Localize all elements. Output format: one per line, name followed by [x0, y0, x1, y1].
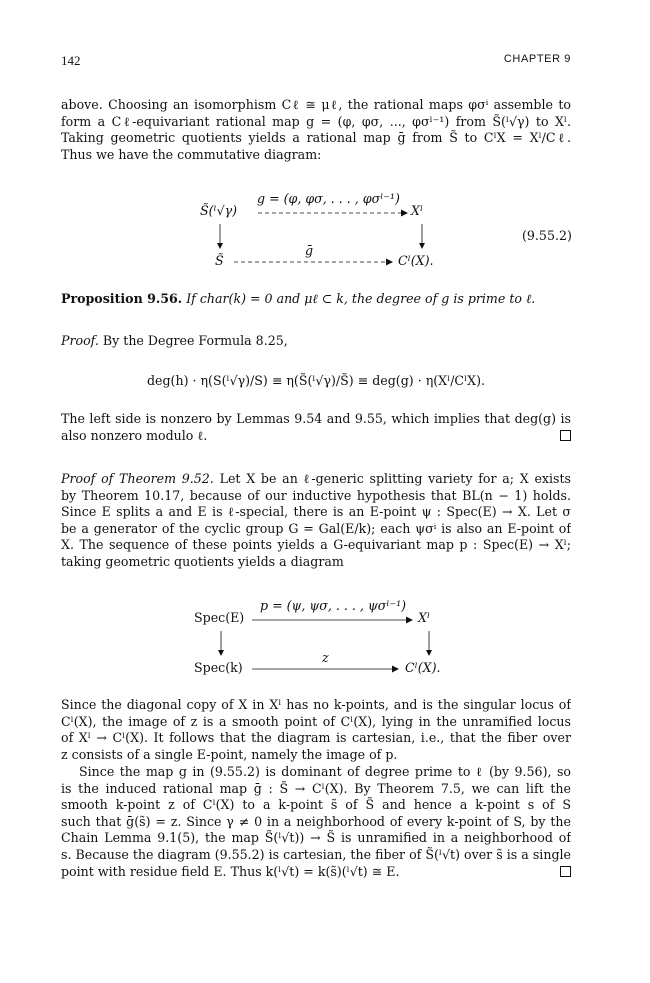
book-page — [61, 0, 571, 983]
paragraph-lift — [61, 764, 571, 880]
proof-text: By the Degree Formula 8.25, — [102, 333, 288, 348]
text-line-content: point with residue field E. Thus k(ˡ√t) = k(s̃)(ˡ√t) ≅ E. — [61, 863, 400, 879]
qed-box — [560, 866, 571, 877]
diagram-1-bottom-right: Cˡ(X). — [398, 253, 434, 268]
proof-conclusion — [61, 411, 571, 444]
text-line: Taking geometric quotients yields a rational map ḡ from S̃ to CˡX = Xˡ/Cℓ. — [61, 130, 571, 146]
diagram-2-top-right: Xˡ — [418, 610, 431, 625]
text-line — [61, 428, 571, 445]
text-line: be a generator of the cyclic group G = Gal(E/k); each ψσⁱ is also an E-point of — [61, 520, 571, 536]
diagram-1-top-label: g = (φ, φσ, . . . , φσˡ⁻¹) — [257, 191, 400, 206]
text-line: Since the map g in (9.55.2) is dominant of degree prime to ℓ (by 9.56), so — [79, 764, 571, 779]
text-line: above. Choosing an isomorphism Cℓ ≅ μℓ, the rational maps φσⁱ assemble to — [61, 97, 571, 112]
qed-box — [560, 430, 571, 441]
text-line — [61, 864, 571, 881]
diagram-2-top-label: p = (ψ, ψσ, . . . , ψσˡ⁻¹) — [260, 598, 407, 613]
text-line-content: Let X be an ℓ-generic splitting variety for a; X exists — [213, 471, 571, 486]
diagram-1-top-right: Xˡ — [411, 203, 424, 218]
text-line: Chain Lemma 9.1(5), the map S̃(ˡ√t)) → S̃ is unramified in a neighborhood of — [61, 830, 571, 846]
text-line: Thus we have the commutative diagram: — [61, 146, 322, 162]
proof-theorem-9-52 — [61, 471, 571, 571]
text-line-content: also nonzero modulo ℓ. — [61, 427, 208, 443]
text-line: by Theorem 10.17, because of our inductive hypothesis that BL(n − 1) holds. — [61, 487, 571, 503]
chapter-title: CHAPTER 9 — [503, 53, 571, 65]
text-line: such that ḡ(s̃) = z. Since γ ≠ 0 in a neighborhood of every k-point of S, by the — [61, 813, 571, 829]
proposition-9-56 — [61, 291, 571, 308]
diagram-2-bottom-label: z — [322, 650, 329, 665]
diagram-1-top-left: S̃(ˡ√γ) — [200, 203, 238, 218]
commutative-diagram-2 — [61, 598, 571, 688]
paragraph-intro — [61, 97, 571, 163]
equation-number: (9.55.2) — [522, 228, 572, 243]
text-line: is the induced rational map ḡ : S̃ → Cˡ(X). By Theorem 7.5, we can lift the — [61, 780, 571, 796]
page-number: 142 — [61, 53, 81, 68]
diagram-2-bottom-left: Spec(k) — [194, 660, 243, 675]
proof-theorem-label: Proof of Theorem 9.52. — [61, 471, 214, 486]
text-line: Since E splits a and E is ℓ-special, there is an E-point ψ : Spec(E) → X. Let σ — [61, 504, 571, 520]
proposition-text: If char(k) = 0 and μℓ ⊂ k, the degree of g is prime to ℓ. — [186, 291, 536, 306]
text-line: form a Cℓ-equivariant rational map g = (φ, φσ, ..., φσˡ⁻¹) from S̃(ˡ√γ) to Xˡ. — [61, 113, 571, 129]
text-line: of Xˡ → Cˡ(X). It follows that the diagram is cartesian, i.e., that the fiber over — [61, 730, 571, 746]
text-line: Since the diagonal copy of X in Xˡ has no k-points, and is the singular locus of — [61, 697, 571, 712]
text-line: z consists of a single E-point, namely the image of p. — [61, 746, 398, 762]
paragraph-cartesian — [61, 697, 571, 763]
text-line: smooth k-point z of Cˡ(X) to a k-point s̃ of S̃ and hence a k-point s of S — [61, 797, 571, 813]
text-line: The left side is nonzero by Lemmas 9.54 and 9.55, which implies that deg(g) is — [61, 411, 571, 426]
degree-formula-equation: deg(h) · η(S(ˡ√γ)/S) ≡ η(S̃(ˡ√γ)/S̃) ≡ deg(g) · η(Xˡ/CˡX). — [146, 373, 486, 388]
proof-prop-9-56 — [61, 333, 571, 350]
running-header — [61, 53, 571, 69]
proof-label: Proof. — [61, 333, 99, 348]
diagram-1-bottom-label: ḡ — [305, 243, 314, 258]
commutative-diagram-1 — [61, 190, 571, 280]
text-line: s. Because the diagram (9.55.2) is cartesian, the fiber of S̃(ˡ√t) over s̃ is a single — [61, 846, 571, 862]
text-line: Cˡ(X), the image of z is a smooth point of Cˡ(X), lying in the unramified locus — [61, 713, 571, 729]
diagram-1-bottom-left: S̃ — [215, 253, 224, 268]
text-line: X. The sequence of these points yields a G-equivariant map p : Spec(E) → Xˡ; — [61, 537, 571, 553]
diagram-2-top-left: Spec(E) — [194, 610, 245, 625]
diagram-2-bottom-right: Cˡ(X). — [405, 660, 441, 675]
proposition-label: Proposition 9.56. — [61, 291, 183, 306]
text-line: taking geometric quotients yields a diagram — [61, 553, 344, 569]
